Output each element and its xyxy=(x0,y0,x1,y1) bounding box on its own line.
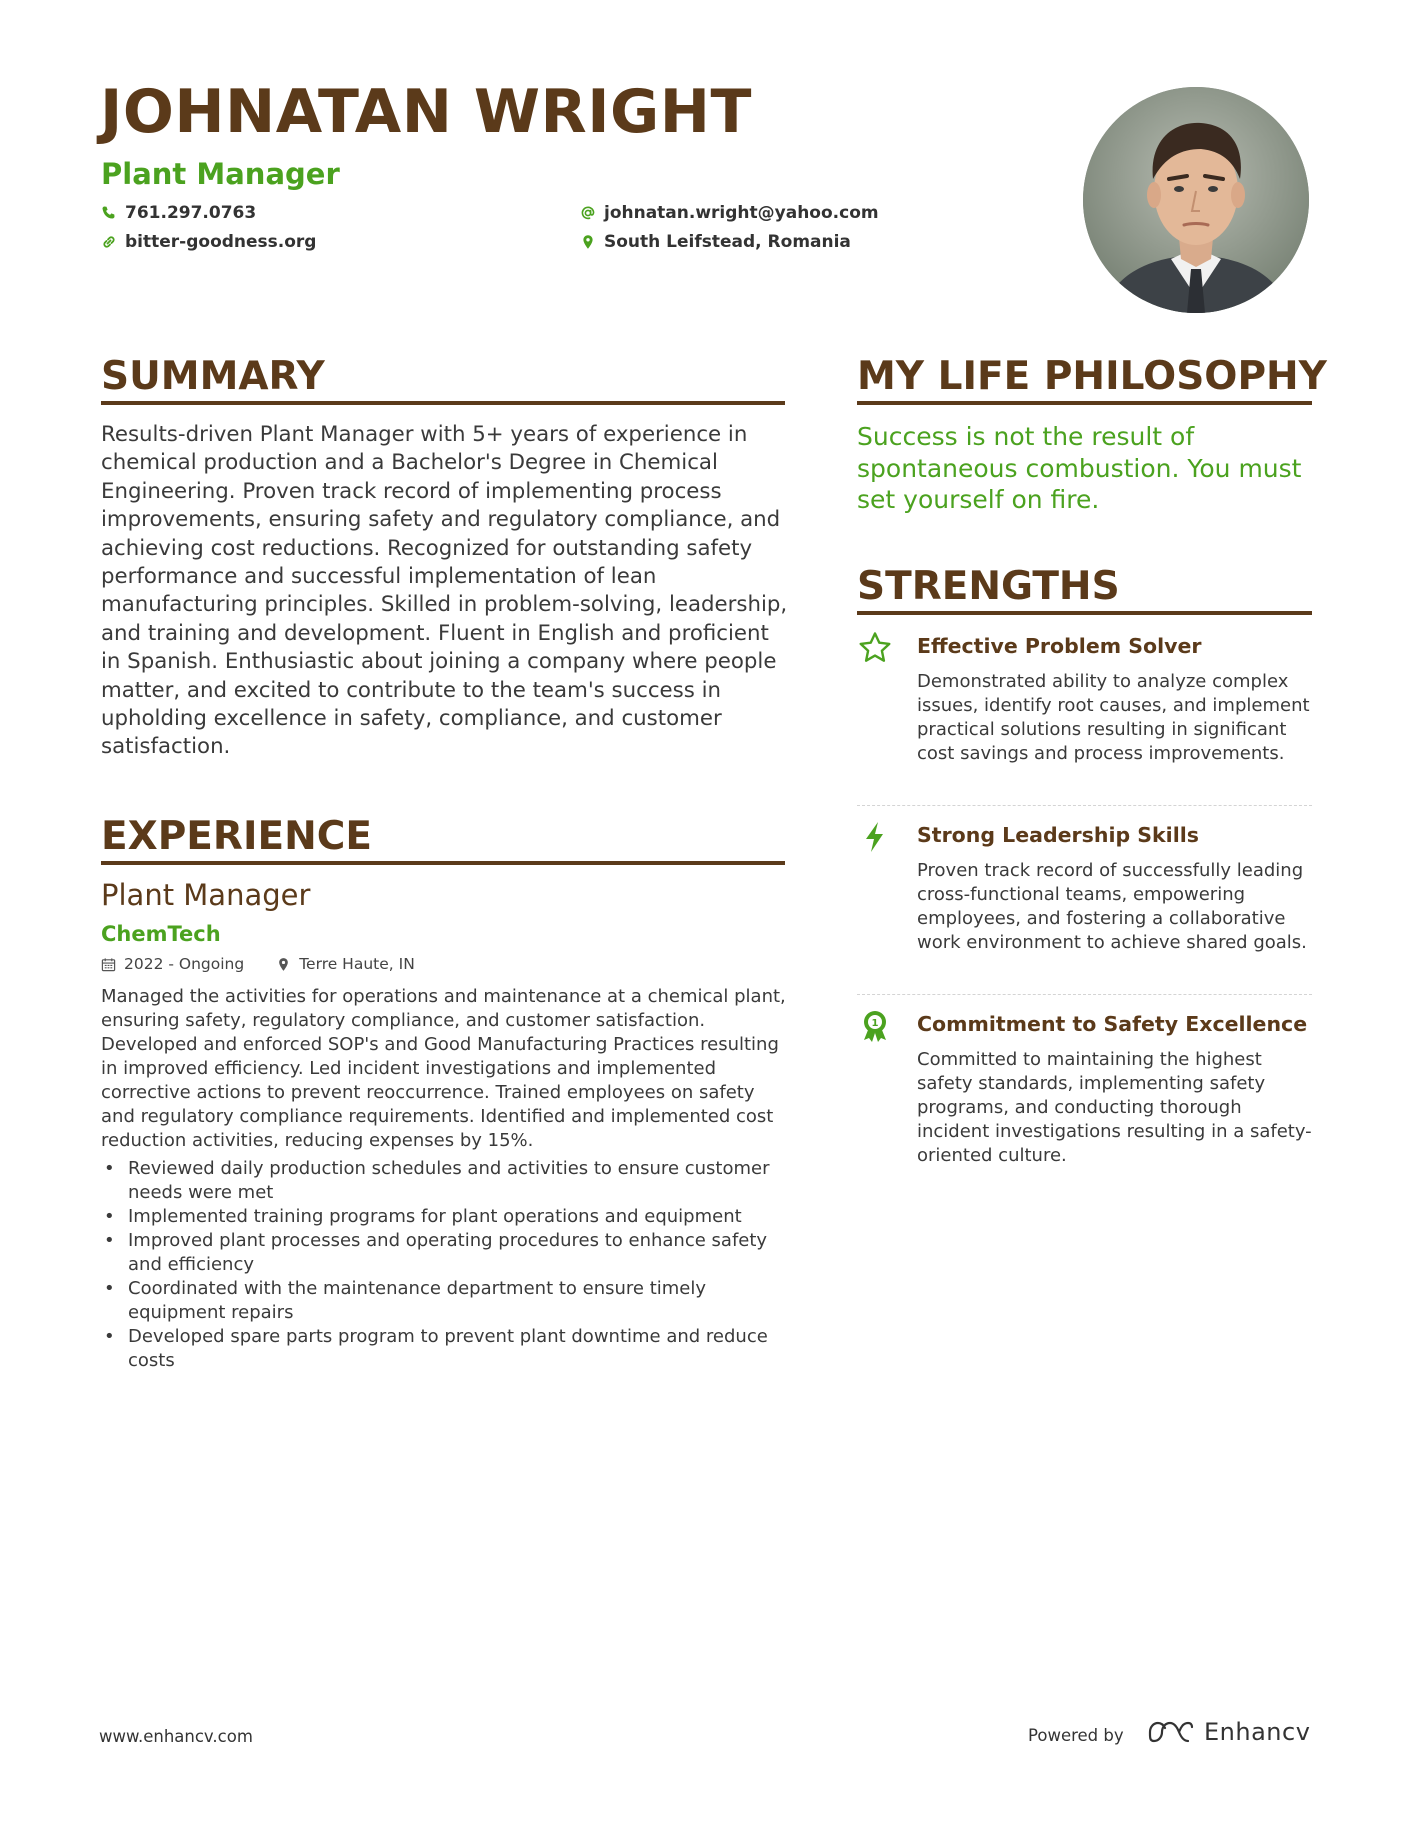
strength-description: Proven track record of successfully leading cross-functional teams, empowering employees, and fostering a collaborative work environment to achieve shared goals. xyxy=(917,860,1307,953)
job-meta xyxy=(101,955,415,973)
strength-divider xyxy=(857,994,1312,995)
philosophy-quote: Success is not the result of spontaneous combustion. You must set yourself on fire. xyxy=(857,422,1302,514)
list-item: • Developed spare parts program to prevent plant downtime and reduce costs xyxy=(101,1325,791,1373)
job-location: Terre Haute, IN xyxy=(299,955,415,973)
award-ribbon-icon xyxy=(857,1008,893,1044)
philosophy-rule xyxy=(857,401,1312,405)
footer-powered-by: Powered by xyxy=(1028,1726,1124,1745)
strength-title: Strong Leadership Skills xyxy=(917,823,1199,847)
philosophy-heading: MY LIFE PHILOSOPHY xyxy=(857,354,1327,399)
contact-location xyxy=(580,232,851,252)
footer-website[interactable]: www.enhancv.com xyxy=(99,1727,253,1746)
contact-email[interactable] xyxy=(580,203,879,223)
experience-rule xyxy=(101,861,785,865)
enhancv-logo[interactable] xyxy=(1148,1718,1310,1746)
website-text: bitter-goodness.org xyxy=(125,232,317,252)
lightning-icon xyxy=(857,819,893,855)
strengths-heading: STRENGTHS xyxy=(857,564,1120,609)
phone-text: 761.297.0763 xyxy=(125,203,257,223)
profile-photo xyxy=(1083,87,1309,313)
strength-description: Committed to maintaining the highest safety standards, implementing safety programs, and conducting thorough incident investigations resulting in a safety-oriented culture. xyxy=(917,1049,1312,1166)
strength-description: Demonstrated ability to analyze complex issues, identify root causes, and implement practical solutions resulting in significant cost savings and process improvements. xyxy=(917,671,1310,764)
job-bullets xyxy=(101,1157,791,1373)
strength-item xyxy=(857,819,1312,969)
link-icon xyxy=(101,234,117,250)
job-title: Plant Manager xyxy=(101,878,311,912)
portrait-illustration xyxy=(1083,87,1309,313)
strength-title: Effective Problem Solver xyxy=(917,634,1202,658)
summary-heading: SUMMARY xyxy=(101,354,325,399)
job-description: Managed the activities for operations and maintenance at a chemical plant, ensuring safety, regulatory compliance, and customer satisfaction. Developed and enforced SOP's and Good Manufacturing Practices resulting in improved efficiency. Led incident investigations and implemented corrective actions to prevent reoccurrence. Trained employees on safety and regulatory compliance requirements. Identified and implemented cost reduction activities, reducing expenses by 15%. xyxy=(101,986,786,1151)
strengths-rule xyxy=(857,611,1312,615)
enhancv-logo-icon xyxy=(1148,1719,1194,1745)
phone-icon xyxy=(101,205,117,221)
job-dates: 2022 - Ongoing xyxy=(124,955,245,973)
list-item: • Coordinated with the maintenance department to ensure timely equipment repairs xyxy=(101,1277,791,1325)
contact-phone[interactable] xyxy=(101,203,256,223)
summary-rule xyxy=(101,401,785,405)
list-item: • Reviewed daily production schedules and activities to ensure customer needs were met xyxy=(101,1157,791,1205)
email-text: johnatan.wright@yahoo.com xyxy=(604,203,879,223)
strength-title: Commitment to Safety Excellence xyxy=(917,1012,1308,1036)
location-pin-icon xyxy=(580,234,596,250)
candidate-title: Plant Manager xyxy=(101,157,340,191)
company-name: ChemTech xyxy=(101,922,221,946)
star-icon xyxy=(857,630,893,666)
at-icon xyxy=(580,205,596,221)
calendar-icon xyxy=(101,957,116,972)
location-text: South Leifstead, Romania xyxy=(604,232,851,252)
summary-text: Results-driven Plant Manager with 5+ years of experience in chemical production and a Bachelor's Degree in Chemical Engineering. Proven track record of implementing process improvements, ensuring safety and regulatory compliance, and achieving cost reductions. Recognized for outstanding safety performance and successful implementation of lean manufacturing principles. Skilled in problem-solving, leadership, and training and development. Fluent in English and proficient in Spanish. Enthusiastic about joining a company where people matter, and excited to contribute to the team's success in upholding excellence in safety, compliance, and customer satisfaction. xyxy=(101,422,788,760)
candidate-name: JOHNATAN WRIGHT xyxy=(100,77,752,147)
enhancv-brand-name: Enhancv xyxy=(1204,1718,1311,1746)
strength-divider xyxy=(857,805,1312,806)
list-item: • Improved plant processes and operating procedures to enhance safety and efficiency xyxy=(101,1229,791,1277)
location-pin-icon xyxy=(276,957,291,972)
strength-item xyxy=(857,630,1312,780)
contact-website[interactable] xyxy=(101,232,316,252)
svg-text:1: 1 xyxy=(871,1018,879,1029)
list-item: • Implemented training programs for plant operations and equipment xyxy=(101,1205,791,1229)
experience-heading: EXPERIENCE xyxy=(101,814,373,859)
strength-item xyxy=(857,1008,1312,1168)
